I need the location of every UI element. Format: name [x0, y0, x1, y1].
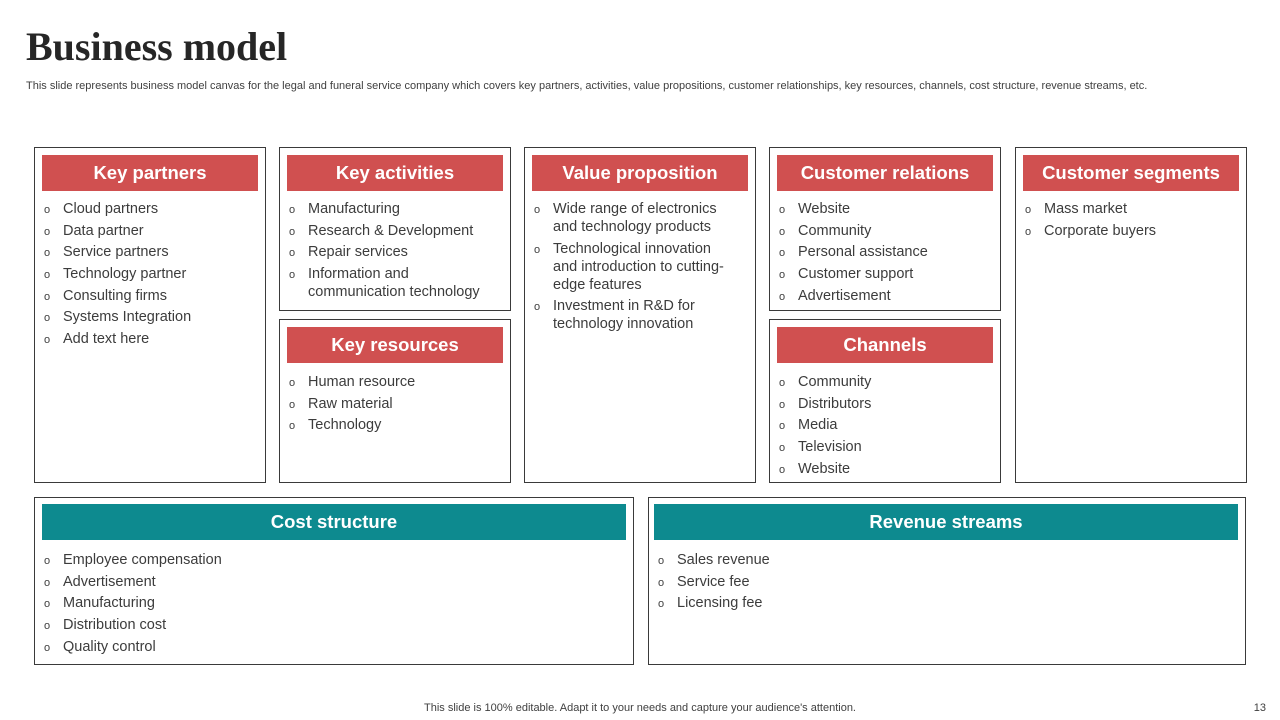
channels-header: Channels [777, 327, 993, 363]
cost-structure-list [42, 551, 622, 659]
key-resources-header: Key resources [287, 327, 503, 363]
slide-subtitle: This slide represents business model canvas for the legal and funeral service company which covers key partners, activities, value propositions, customer relationships, key resources, channels, cost structure, revenue streams, etc. [26, 80, 1148, 92]
slide-title: Business model [26, 24, 288, 69]
list-item: o Research & Development [287, 222, 505, 240]
list-item: o Service fee [656, 573, 1236, 591]
list-item: o Add text here [42, 330, 260, 348]
list-item: o Corporate buyers [1023, 222, 1241, 240]
customer-segments-list [1023, 200, 1241, 243]
list-item: o Wide range of electronics and technology products [532, 200, 732, 236]
list-item: o Service partners [42, 243, 260, 261]
list-item: o Advertisement [42, 573, 622, 591]
list-item: o Technology partner [42, 265, 260, 283]
page-number: 13 [1253, 702, 1266, 714]
footer-note: This slide is 100% editable. Adapt it to your needs and capture your audience's attention. [424, 702, 856, 714]
list-item: o Manufacturing [42, 594, 622, 612]
key-activities-header: Key activities [287, 155, 503, 191]
list-item: o Raw material [287, 395, 505, 413]
list-item: o Information and communication technology [287, 265, 505, 301]
list-item: o Investment in R&D for technology innovation [532, 297, 732, 333]
customer-relations-list [777, 200, 995, 308]
list-item: o Repair services [287, 243, 505, 261]
list-item: o Systems Integration [42, 308, 260, 326]
customer-relations-header: Customer relations [777, 155, 993, 191]
list-item: o Sales revenue [656, 551, 1236, 569]
cost-structure-header: Cost structure [42, 504, 626, 540]
revenue-streams-header: Revenue streams [654, 504, 1238, 540]
list-item: o Technology [287, 416, 505, 434]
customer-segments-box [1015, 147, 1247, 483]
list-item: o Media [777, 416, 995, 434]
list-item: o Distribution cost [42, 616, 622, 634]
value-proposition-list [532, 200, 732, 337]
channels-list [777, 373, 995, 481]
value-proposition-header: Value proposition [532, 155, 748, 191]
list-item: o Manufacturing [287, 200, 505, 218]
list-item: o Human resource [287, 373, 505, 391]
key-partners-header: Key partners [42, 155, 258, 191]
list-item: o Personal assistance [777, 243, 995, 261]
list-item: o Cloud partners [42, 200, 260, 218]
list-item: o Quality control [42, 638, 622, 656]
key-resources-list [287, 373, 505, 438]
key-partners-list [42, 200, 260, 352]
list-item: o Advertisement [777, 287, 995, 305]
list-item: o Distributors [777, 395, 995, 413]
list-item: o Community [777, 373, 995, 391]
list-item: o Mass market [1023, 200, 1241, 218]
revenue-streams-list [656, 551, 1236, 616]
list-item: o Data partner [42, 222, 260, 240]
key-activities-list [287, 200, 505, 305]
list-item: o Consulting firms [42, 287, 260, 305]
list-item: o Employee compensation [42, 551, 622, 569]
list-item: o Website [777, 200, 995, 218]
list-item: o Technological innovation and introduction to cutting-edge features [532, 240, 732, 294]
list-item: o Community [777, 222, 995, 240]
list-item: o Customer support [777, 265, 995, 283]
list-item: o Website [777, 460, 995, 478]
customer-segments-header: Customer segments [1023, 155, 1239, 191]
list-item: o Licensing fee [656, 594, 1236, 612]
list-item: o Television [777, 438, 995, 456]
